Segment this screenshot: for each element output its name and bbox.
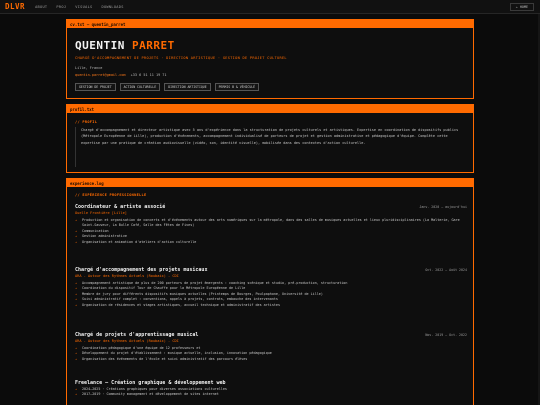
nav-link-downloads[interactable]: DOWNLOADS — [101, 4, 124, 9]
job-bullets — [75, 218, 467, 245]
profile-summary: Chargé d'accompagnement et directeur artistique avec 5 ans d'expérience dans la structuration de projets culturels et artistiques. Expertise en coordination de dispositifs publics (Métropole Européenne de Lille), production d'événements, accompagnement individualisé de porteurs de projet et gestion administrative et pédagogique d'équipe. Complète cette expertise par une pratique de création audiovisuelle (vidéo, son, identité visuelle), mobilisée dans des contextes d'action culturelle. — [75, 127, 467, 167]
bullet-text: 2017–2019 · Community management et développement de sites internet — [82, 392, 219, 397]
job-bullets — [75, 281, 467, 308]
bullet-text: Communication — [82, 228, 109, 233]
job-organization: Ouelle Frontière [Lille] — [75, 211, 127, 215]
job-bullets — [75, 387, 467, 398]
experience-item — [75, 267, 467, 308]
job-title: Freelance — Création graphique & développement web — [75, 380, 226, 386]
nav-link-about[interactable]: ABOUT — [35, 4, 48, 9]
bullet-arrow-icon: → — [75, 234, 78, 239]
skill-chip: DIRECTION ARTISTIQUE — [164, 83, 210, 91]
job-date: Nov. 2019 — Oct. 2022 — [425, 333, 467, 337]
list-item — [75, 218, 467, 229]
bullet-arrow-icon: → — [75, 351, 78, 356]
first-name: QUENTIN — [75, 39, 125, 52]
experience-section-title: // EXPÉRIENCE PROFESSIONNELLE — [75, 193, 147, 197]
site-logo[interactable]: DLVR — [5, 2, 26, 11]
experience-panel — [66, 178, 474, 405]
job-organization: ARA - Autour des Rythmes Actuels (Roubaix) - CDI — [75, 339, 179, 343]
bullet-arrow-icon: → — [75, 218, 78, 222]
bullet-arrow-icon: → — [75, 392, 78, 397]
bullet-text: Accompagnement artistique de plus de 200 porteurs de projet émergents : coaching scénique et studio, pré-production, structuration — [82, 281, 348, 285]
top-navigation-bar — [0, 0, 540, 14]
bullet-text: Organisation des événements de l'école et suivi administratif des parcours élèves — [82, 356, 248, 361]
bullet-text: Gestion administrative — [82, 234, 127, 239]
home-button[interactable] — [510, 3, 534, 11]
bullet-arrow-icon: → — [75, 356, 78, 361]
bullet-arrow-icon: → — [75, 281, 78, 285]
job-bullets — [75, 346, 467, 362]
experience-item — [75, 332, 467, 362]
skill-chip: PERMIS B & VÉHICULÉ — [215, 83, 259, 91]
bullet-arrow-icon: → — [75, 297, 78, 302]
bullet-arrow-icon: → — [75, 286, 78, 291]
candidate-name — [75, 39, 175, 52]
job-title: Chargé de projets d'apprentissage musical — [75, 332, 199, 338]
nav-link-visuals[interactable]: VISUALS — [75, 4, 93, 9]
bullet-text: Organisation de résidences et stages artistiques, accueil technique et administratif des artistes — [82, 302, 281, 307]
job-date: Janv. 2020 — aujourd'hui — [419, 205, 467, 209]
experience-item — [75, 204, 467, 245]
bullet-arrow-icon: → — [75, 291, 78, 296]
bullet-arrow-icon: → — [75, 239, 78, 244]
home-button-label: HOME — [519, 5, 528, 9]
profile-section-title: // PROFIL — [75, 120, 98, 124]
contact-line — [75, 73, 167, 77]
job-title: Coordinateur & artiste associé — [75, 204, 166, 210]
bullet-text: Suivi administratif complet : conventions, appels à projets, contrats, embauche des intervenants — [82, 297, 278, 302]
bullet-arrow-icon: → — [75, 387, 78, 391]
bullet-arrow-icon: → — [75, 302, 78, 307]
bullet-text: Production et organisation de concerts et d'événements autour des arts numériques sur la métropole, dans des salles de musiques actuelles et lieux pluridisciplinaires (La Malterie, Gare Saint-Sauveur, La Bulle Café, Salle des Fêtes de Fives) — [82, 218, 460, 228]
list-item — [75, 303, 467, 308]
list-item — [75, 357, 467, 362]
arrow-left-icon: ← — [515, 5, 518, 9]
list-item — [75, 392, 467, 397]
bullet-text: Coordination pédagogique d'une équipe de 12 professeurs et — [82, 346, 201, 350]
job-organization: ARA - Autour des Rythmes Actuels (Roubaix) - CDI — [75, 274, 179, 278]
email-link[interactable]: quentin.parret@gmail.com — [75, 73, 126, 77]
job-date: Oct. 2022 — Août 2024 — [425, 268, 467, 272]
last-name: PARRET — [131, 39, 175, 52]
bullet-text: Membre de jury pour différents dispositifs musiques actuelles (Printemps de Bourges, Poulpaphone, Université de Lille) — [82, 291, 323, 296]
skill-chips — [75, 83, 259, 91]
bullet-text: Organisation et animation d'ateliers d'action culturelle — [82, 239, 197, 244]
profile-panel-tab: profil.txt — [67, 105, 473, 113]
job-title: Chargé d'accompagnement des projets musicaux — [75, 267, 208, 273]
skill-chip: ACTION CULTURELLE — [120, 83, 161, 91]
list-item — [75, 240, 467, 245]
profile-panel — [66, 104, 474, 173]
bullet-arrow-icon: → — [75, 228, 78, 233]
header-panel-tab: cv.txt — quentin_parret — [67, 20, 473, 28]
skill-chip: GESTION DE PROJET — [75, 83, 116, 91]
experience-item — [75, 380, 467, 398]
experience-panel-tab: experience.log — [67, 179, 473, 187]
tagline: CHARGÉ D'ACCOMPAGNEMENT DE PROJETS · DIRECTION ARTISTIQUE · GESTION DE PROJET CULTUREL — [75, 56, 287, 60]
bullet-text: Développement du projet d'établissement : musique actuelle, inclusion, innovation pédagogique — [82, 351, 272, 356]
bullet-text: Coordination du dispositif Tour de Chauffe pour la Métropole Européenne de Lille — [82, 286, 246, 291]
header-panel — [66, 19, 474, 99]
phone-number: +33 6 51 11 19 71 — [130, 73, 167, 77]
bullet-arrow-icon: → — [75, 346, 78, 350]
nav-link-proj[interactable]: PROJ — [56, 4, 67, 9]
bullet-text: 2024–2025 · Créations graphiques pour diverses associations culturelles — [82, 387, 227, 391]
location: Lille, France — [75, 66, 103, 70]
